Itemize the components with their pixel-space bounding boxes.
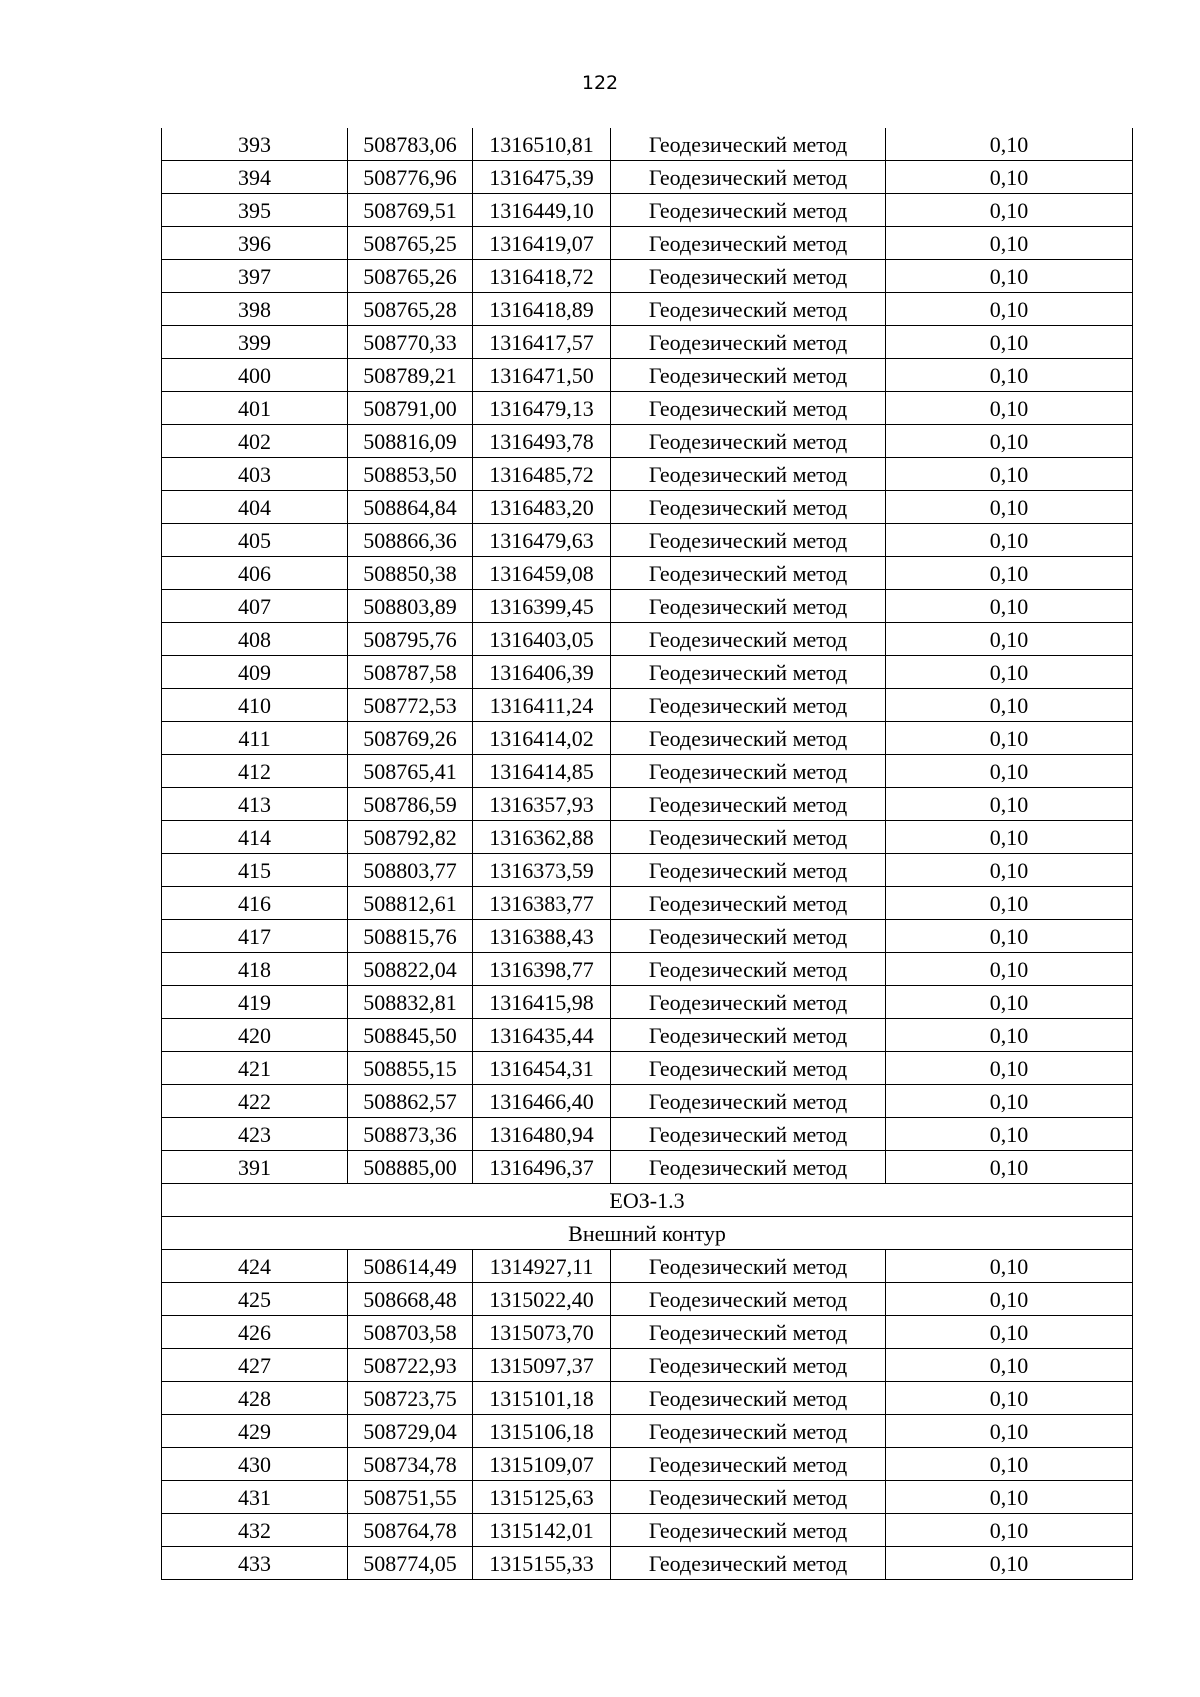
y-coordinate-cell: 1316485,72 <box>473 458 611 491</box>
x-coordinate-cell: 508729,04 <box>348 1415 473 1448</box>
table-row <box>162 755 1133 788</box>
x-coordinate-cell: 508765,41 <box>348 755 473 788</box>
accuracy-cell: 0,10 <box>886 1085 1133 1118</box>
x-coordinate-cell: 508769,26 <box>348 722 473 755</box>
y-coordinate-cell: 1316510,81 <box>473 128 611 161</box>
y-coordinate-cell: 1316399,45 <box>473 590 611 623</box>
method-cell: Геодезический метод <box>611 128 886 161</box>
y-coordinate-cell: 1316398,77 <box>473 953 611 986</box>
table-row <box>162 458 1133 491</box>
y-coordinate-cell: 1316493,78 <box>473 425 611 458</box>
point-number-cell: 409 <box>162 656 348 689</box>
method-cell: Геодезический метод <box>611 821 886 854</box>
table-row <box>162 425 1133 458</box>
point-number-cell: 417 <box>162 920 348 953</box>
x-coordinate-cell: 508812,61 <box>348 887 473 920</box>
accuracy-cell: 0,10 <box>886 260 1133 293</box>
y-coordinate-cell: 1316414,02 <box>473 722 611 755</box>
table-row <box>162 161 1133 194</box>
x-coordinate-cell: 508703,58 <box>348 1316 473 1349</box>
x-coordinate-cell: 508765,28 <box>348 293 473 326</box>
method-cell: Геодезический метод <box>611 1382 886 1415</box>
x-coordinate-cell: 508789,21 <box>348 359 473 392</box>
method-cell: Геодезический метод <box>611 1052 886 1085</box>
x-coordinate-cell: 508765,26 <box>348 260 473 293</box>
accuracy-cell: 0,10 <box>886 1349 1133 1382</box>
method-cell: Геодезический метод <box>611 491 886 524</box>
table-row <box>162 1514 1133 1547</box>
point-number-cell: 416 <box>162 887 348 920</box>
y-coordinate-cell: 1316415,98 <box>473 986 611 1019</box>
x-coordinate-cell: 508803,77 <box>348 854 473 887</box>
accuracy-cell: 0,10 <box>886 392 1133 425</box>
accuracy-cell: 0,10 <box>886 458 1133 491</box>
point-number-cell: 433 <box>162 1547 348 1580</box>
accuracy-cell: 0,10 <box>886 590 1133 623</box>
point-number-cell: 398 <box>162 293 348 326</box>
accuracy-cell: 0,10 <box>886 227 1133 260</box>
accuracy-cell: 0,10 <box>886 1283 1133 1316</box>
y-coordinate-cell: 1316388,43 <box>473 920 611 953</box>
method-cell: Геодезический метод <box>611 359 886 392</box>
method-cell: Геодезический метод <box>611 722 886 755</box>
accuracy-cell: 0,10 <box>886 986 1133 1019</box>
accuracy-cell: 0,10 <box>886 1052 1133 1085</box>
method-cell: Геодезический метод <box>611 590 886 623</box>
method-cell: Геодезический метод <box>611 326 886 359</box>
point-number-cell: 401 <box>162 392 348 425</box>
method-cell: Геодезический метод <box>611 1349 886 1382</box>
method-cell: Геодезический метод <box>611 1547 886 1580</box>
accuracy-cell: 0,10 <box>886 194 1133 227</box>
point-number-cell: 406 <box>162 557 348 590</box>
table-row <box>162 854 1133 887</box>
method-cell: Геодезический метод <box>611 1019 886 1052</box>
zone-heading: ЕОЗ-1.3 <box>162 1184 1133 1217</box>
method-cell: Геодезический метод <box>611 293 886 326</box>
point-number-cell: 413 <box>162 788 348 821</box>
table-row <box>162 1481 1133 1514</box>
method-cell: Геодезический метод <box>611 524 886 557</box>
accuracy-cell: 0,10 <box>886 788 1133 821</box>
accuracy-cell: 0,10 <box>886 1250 1133 1283</box>
table-row <box>162 1283 1133 1316</box>
table-row <box>162 986 1133 1019</box>
table-row <box>162 920 1133 953</box>
y-coordinate-cell: 1315022,40 <box>473 1283 611 1316</box>
method-cell: Геодезический метод <box>611 656 886 689</box>
y-coordinate-cell: 1315142,01 <box>473 1514 611 1547</box>
method-cell: Геодезический метод <box>611 1448 886 1481</box>
point-number-cell: 431 <box>162 1481 348 1514</box>
y-coordinate-cell: 1316449,10 <box>473 194 611 227</box>
method-cell: Геодезический метод <box>611 260 886 293</box>
y-coordinate-cell: 1316357,93 <box>473 788 611 821</box>
x-coordinate-cell: 508855,15 <box>348 1052 473 1085</box>
x-coordinate-cell: 508873,36 <box>348 1118 473 1151</box>
table-row <box>162 821 1133 854</box>
accuracy-cell: 0,10 <box>886 425 1133 458</box>
y-coordinate-cell: 1316471,50 <box>473 359 611 392</box>
table-row <box>162 1415 1133 1448</box>
table-row <box>162 1250 1133 1283</box>
point-number-cell: 432 <box>162 1514 348 1547</box>
method-cell: Геодезический метод <box>611 953 886 986</box>
table-row <box>162 689 1133 722</box>
point-number-cell: 404 <box>162 491 348 524</box>
zone-heading-row <box>162 1184 1133 1217</box>
table-row <box>162 293 1133 326</box>
method-cell: Геодезический метод <box>611 1250 886 1283</box>
x-coordinate-cell: 508885,00 <box>348 1151 473 1184</box>
point-number-cell: 421 <box>162 1052 348 1085</box>
accuracy-cell: 0,10 <box>886 557 1133 590</box>
accuracy-cell: 0,10 <box>886 689 1133 722</box>
table-row <box>162 788 1133 821</box>
y-coordinate-cell: 1316466,40 <box>473 1085 611 1118</box>
accuracy-cell: 0,10 <box>886 1448 1133 1481</box>
method-cell: Геодезический метод <box>611 887 886 920</box>
table-row <box>162 557 1133 590</box>
contour-heading-row <box>162 1217 1133 1250</box>
table-row <box>162 722 1133 755</box>
y-coordinate-cell: 1316414,85 <box>473 755 611 788</box>
y-coordinate-cell: 1315109,07 <box>473 1448 611 1481</box>
x-coordinate-cell: 508722,93 <box>348 1349 473 1382</box>
y-coordinate-cell: 1316411,24 <box>473 689 611 722</box>
table-row <box>162 1448 1133 1481</box>
accuracy-cell: 0,10 <box>886 491 1133 524</box>
x-coordinate-cell: 508816,09 <box>348 425 473 458</box>
table-row <box>162 1019 1133 1052</box>
y-coordinate-cell: 1316362,88 <box>473 821 611 854</box>
y-coordinate-cell: 1316496,37 <box>473 1151 611 1184</box>
x-coordinate-cell: 508795,76 <box>348 623 473 656</box>
method-cell: Геодезический метод <box>611 1085 886 1118</box>
method-cell: Геодезический метод <box>611 1118 886 1151</box>
accuracy-cell: 0,10 <box>886 1151 1133 1184</box>
x-coordinate-cell: 508815,76 <box>348 920 473 953</box>
point-number-cell: 424 <box>162 1250 348 1283</box>
table-row <box>162 194 1133 227</box>
table-row <box>162 1316 1133 1349</box>
table-row <box>162 953 1133 986</box>
x-coordinate-cell: 508668,48 <box>348 1283 473 1316</box>
point-number-cell: 402 <box>162 425 348 458</box>
x-coordinate-cell: 508614,49 <box>348 1250 473 1283</box>
accuracy-cell: 0,10 <box>886 326 1133 359</box>
accuracy-cell: 0,10 <box>886 854 1133 887</box>
method-cell: Геодезический метод <box>611 194 886 227</box>
x-coordinate-cell: 508787,58 <box>348 656 473 689</box>
point-number-cell: 420 <box>162 1019 348 1052</box>
method-cell: Геодезический метод <box>611 1481 886 1514</box>
method-cell: Геодезический метод <box>611 920 886 953</box>
method-cell: Геодезический метод <box>611 1415 886 1448</box>
table-row <box>162 623 1133 656</box>
y-coordinate-cell: 1316483,20 <box>473 491 611 524</box>
method-cell: Геодезический метод <box>611 854 886 887</box>
accuracy-cell: 0,10 <box>886 128 1133 161</box>
method-cell: Геодезический метод <box>611 227 886 260</box>
point-number-cell: 418 <box>162 953 348 986</box>
point-number-cell: 428 <box>162 1382 348 1415</box>
accuracy-cell: 0,10 <box>886 1316 1133 1349</box>
accuracy-cell: 0,10 <box>886 755 1133 788</box>
point-number-cell: 397 <box>162 260 348 293</box>
page-number: 122 <box>581 72 619 94</box>
table-row <box>162 326 1133 359</box>
method-cell: Геодезический метод <box>611 689 886 722</box>
table-row <box>162 491 1133 524</box>
y-coordinate-cell: 1316403,05 <box>473 623 611 656</box>
y-coordinate-cell: 1316459,08 <box>473 557 611 590</box>
x-coordinate-cell: 508866,36 <box>348 524 473 557</box>
accuracy-cell: 0,10 <box>886 623 1133 656</box>
y-coordinate-cell: 1316479,63 <box>473 524 611 557</box>
method-cell: Геодезический метод <box>611 1514 886 1547</box>
table-row <box>162 887 1133 920</box>
accuracy-cell: 0,10 <box>886 656 1133 689</box>
x-coordinate-cell: 508822,04 <box>348 953 473 986</box>
y-coordinate-cell: 1315125,63 <box>473 1481 611 1514</box>
method-cell: Геодезический метод <box>611 161 886 194</box>
point-number-cell: 395 <box>162 194 348 227</box>
accuracy-cell: 0,10 <box>886 161 1133 194</box>
accuracy-cell: 0,10 <box>886 293 1133 326</box>
y-coordinate-cell: 1315073,70 <box>473 1316 611 1349</box>
point-number-cell: 399 <box>162 326 348 359</box>
x-coordinate-cell: 508764,78 <box>348 1514 473 1547</box>
table-row <box>162 1349 1133 1382</box>
point-number-cell: 423 <box>162 1118 348 1151</box>
coordinates-table <box>161 128 1133 1580</box>
table-row <box>162 656 1133 689</box>
point-number-cell: 412 <box>162 755 348 788</box>
x-coordinate-cell: 508765,25 <box>348 227 473 260</box>
method-cell: Геодезический метод <box>611 1151 886 1184</box>
accuracy-cell: 0,10 <box>886 1481 1133 1514</box>
y-coordinate-cell: 1316417,57 <box>473 326 611 359</box>
y-coordinate-cell: 1316383,77 <box>473 887 611 920</box>
accuracy-cell: 0,10 <box>886 1382 1133 1415</box>
y-coordinate-cell: 1316373,59 <box>473 854 611 887</box>
x-coordinate-cell: 508751,55 <box>348 1481 473 1514</box>
accuracy-cell: 0,10 <box>886 359 1133 392</box>
accuracy-cell: 0,10 <box>886 887 1133 920</box>
method-cell: Геодезический метод <box>611 425 886 458</box>
method-cell: Геодезический метод <box>611 392 886 425</box>
y-coordinate-cell: 1314927,11 <box>473 1250 611 1283</box>
point-number-cell: 396 <box>162 227 348 260</box>
x-coordinate-cell: 508791,00 <box>348 392 473 425</box>
x-coordinate-cell: 508783,06 <box>348 128 473 161</box>
table-section-b <box>162 1250 1133 1580</box>
table-row <box>162 227 1133 260</box>
y-coordinate-cell: 1315101,18 <box>473 1382 611 1415</box>
accuracy-cell: 0,10 <box>886 722 1133 755</box>
table-row <box>162 359 1133 392</box>
table-row <box>162 590 1133 623</box>
accuracy-cell: 0,10 <box>886 1019 1133 1052</box>
x-coordinate-cell: 508850,38 <box>348 557 473 590</box>
table-row <box>162 1382 1133 1415</box>
y-coordinate-cell: 1315106,18 <box>473 1415 611 1448</box>
point-number-cell: 425 <box>162 1283 348 1316</box>
table-section-a <box>162 128 1133 1184</box>
method-cell: Геодезический метод <box>611 986 886 1019</box>
table-row <box>162 1151 1133 1184</box>
x-coordinate-cell: 508792,82 <box>348 821 473 854</box>
accuracy-cell: 0,10 <box>886 1415 1133 1448</box>
accuracy-cell: 0,10 <box>886 821 1133 854</box>
point-number-cell: 427 <box>162 1349 348 1382</box>
point-number-cell: 403 <box>162 458 348 491</box>
method-cell: Геодезический метод <box>611 788 886 821</box>
method-cell: Геодезический метод <box>611 458 886 491</box>
table-row <box>162 128 1133 161</box>
point-number-cell: 422 <box>162 1085 348 1118</box>
method-cell: Геодезический метод <box>611 755 886 788</box>
y-coordinate-cell: 1316419,07 <box>473 227 611 260</box>
point-number-cell: 414 <box>162 821 348 854</box>
point-number-cell: 394 <box>162 161 348 194</box>
x-coordinate-cell: 508832,81 <box>348 986 473 1019</box>
point-number-cell: 430 <box>162 1448 348 1481</box>
x-coordinate-cell: 508862,57 <box>348 1085 473 1118</box>
point-number-cell: 426 <box>162 1316 348 1349</box>
x-coordinate-cell: 508845,50 <box>348 1019 473 1052</box>
point-number-cell: 391 <box>162 1151 348 1184</box>
table-row <box>162 1547 1133 1580</box>
x-coordinate-cell: 508853,50 <box>348 458 473 491</box>
y-coordinate-cell: 1316435,44 <box>473 1019 611 1052</box>
point-number-cell: 419 <box>162 986 348 1019</box>
point-number-cell: 410 <box>162 689 348 722</box>
x-coordinate-cell: 508723,75 <box>348 1382 473 1415</box>
y-coordinate-cell: 1316418,72 <box>473 260 611 293</box>
method-cell: Геодезический метод <box>611 1283 886 1316</box>
point-number-cell: 405 <box>162 524 348 557</box>
y-coordinate-cell: 1316479,13 <box>473 392 611 425</box>
contour-heading: Внешний контур <box>162 1217 1133 1250</box>
x-coordinate-cell: 508772,53 <box>348 689 473 722</box>
method-cell: Геодезический метод <box>611 557 886 590</box>
table-row <box>162 392 1133 425</box>
x-coordinate-cell: 508769,51 <box>348 194 473 227</box>
y-coordinate-cell: 1315155,33 <box>473 1547 611 1580</box>
point-number-cell: 393 <box>162 128 348 161</box>
y-coordinate-cell: 1316480,94 <box>473 1118 611 1151</box>
table-row <box>162 1052 1133 1085</box>
y-coordinate-cell: 1315097,37 <box>473 1349 611 1382</box>
x-coordinate-cell: 508774,05 <box>348 1547 473 1580</box>
y-coordinate-cell: 1316475,39 <box>473 161 611 194</box>
point-number-cell: 400 <box>162 359 348 392</box>
accuracy-cell: 0,10 <box>886 1118 1133 1151</box>
x-coordinate-cell: 508776,96 <box>348 161 473 194</box>
accuracy-cell: 0,10 <box>886 920 1133 953</box>
x-coordinate-cell: 508786,59 <box>348 788 473 821</box>
method-cell: Геодезический метод <box>611 1316 886 1349</box>
point-number-cell: 408 <box>162 623 348 656</box>
table-row <box>162 1118 1133 1151</box>
accuracy-cell: 0,10 <box>886 1514 1133 1547</box>
y-coordinate-cell: 1316418,89 <box>473 293 611 326</box>
point-number-cell: 415 <box>162 854 348 887</box>
point-number-cell: 411 <box>162 722 348 755</box>
table-section-headings <box>162 1184 1133 1250</box>
x-coordinate-cell: 508770,33 <box>348 326 473 359</box>
table-row <box>162 1085 1133 1118</box>
table-row <box>162 524 1133 557</box>
method-cell: Геодезический метод <box>611 623 886 656</box>
table-row <box>162 260 1133 293</box>
y-coordinate-cell: 1316406,39 <box>473 656 611 689</box>
accuracy-cell: 0,10 <box>886 1547 1133 1580</box>
x-coordinate-cell: 508803,89 <box>348 590 473 623</box>
point-number-cell: 429 <box>162 1415 348 1448</box>
x-coordinate-cell: 508734,78 <box>348 1448 473 1481</box>
x-coordinate-cell: 508864,84 <box>348 491 473 524</box>
accuracy-cell: 0,10 <box>886 524 1133 557</box>
point-number-cell: 407 <box>162 590 348 623</box>
y-coordinate-cell: 1316454,31 <box>473 1052 611 1085</box>
accuracy-cell: 0,10 <box>886 953 1133 986</box>
